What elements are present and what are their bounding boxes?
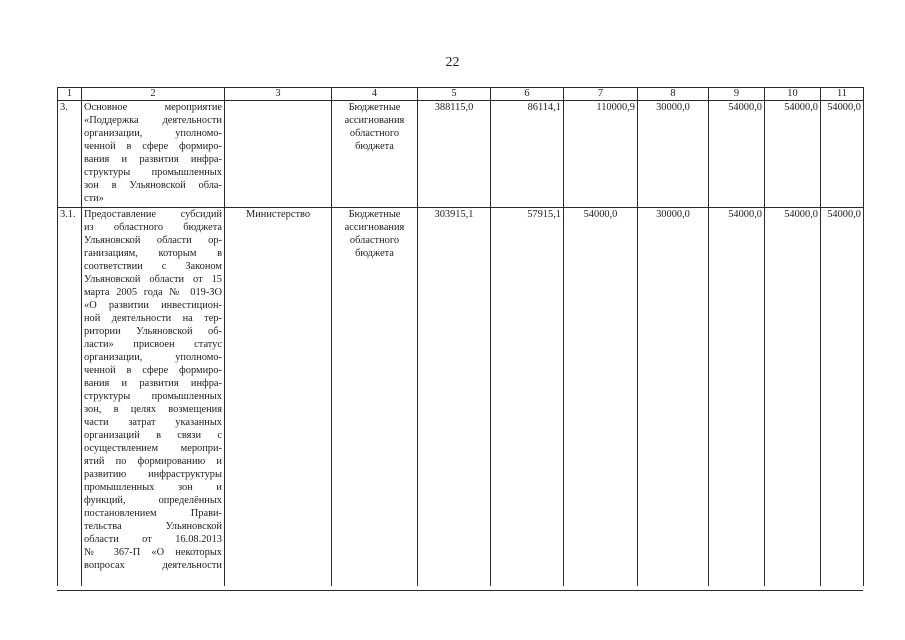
- description-line: «Поддержка деятельности: [84, 115, 222, 126]
- description-line: из областного бюджета: [84, 222, 222, 233]
- row-total: 388115,0: [418, 101, 491, 208]
- row-executor: [225, 101, 332, 208]
- description-line: структуры промышленных: [84, 167, 222, 178]
- table-row: [58, 208, 864, 587]
- row-year-3: 30000,0: [638, 208, 709, 587]
- row-year-2: 110000,9: [564, 101, 638, 208]
- row-year-6: 54000,0: [821, 208, 864, 587]
- row-executor: Министерство: [225, 208, 332, 587]
- column-number: 2: [82, 88, 225, 101]
- description-line: организации, уполномо-: [84, 128, 222, 139]
- description-line: Основное мероприятие: [84, 102, 222, 113]
- column-number: 8: [638, 88, 709, 101]
- description-line: осуществлением меропри-: [84, 443, 222, 454]
- description-line: ной деятельности на тер-: [84, 313, 222, 324]
- description-line: марта 2005 года № 019-ЗО: [84, 287, 222, 298]
- description-line: промышленных зон и: [84, 482, 222, 493]
- row-index: 3.1.: [58, 208, 82, 587]
- column-number: 1: [58, 88, 82, 101]
- column-number: 11: [821, 88, 864, 101]
- column-number-row: [58, 88, 864, 101]
- row-description: [82, 208, 225, 587]
- description-line: Ульяновской области от 15: [84, 274, 222, 285]
- description-line: ритории Ульяновской об-: [84, 326, 222, 337]
- row-description: [82, 101, 225, 208]
- description-line: организаций в связи с: [84, 430, 222, 441]
- row-index: 3.: [58, 101, 82, 208]
- description-line: части затрат указанных: [84, 417, 222, 428]
- row-year-1: 57915,1: [491, 208, 564, 587]
- description-line: организации, уполномо-: [84, 352, 222, 363]
- column-number: 4: [332, 88, 418, 101]
- budget-table: [57, 87, 864, 586]
- description-line: области от 16.08.2013: [84, 534, 222, 545]
- description-line: структуры промышленных: [84, 391, 222, 402]
- description-line: Ульяновской области ор-: [84, 235, 222, 246]
- description-line: ганизациям, которым в: [84, 248, 222, 259]
- description-line: зон в Ульяновской обла-: [84, 180, 222, 191]
- description-line: № 367-П «О некоторых: [84, 547, 222, 558]
- column-number: 9: [709, 88, 765, 101]
- description-line: постановлением Прави-: [84, 508, 222, 519]
- description-line: развитию инфраструктуры: [84, 469, 222, 480]
- column-number: 7: [564, 88, 638, 101]
- row-funding-source: Бюджетные ассигнования областного бюджета: [332, 208, 418, 587]
- column-number: 5: [418, 88, 491, 101]
- row-year-5: 54000,0: [765, 101, 821, 208]
- description-line: функций, определённых: [84, 495, 222, 506]
- description-line: вопросах деятельности: [84, 560, 222, 571]
- row-year-1: 86114,1: [491, 101, 564, 208]
- description-line: соответствии с Законом: [84, 261, 222, 272]
- description-line: тельства Ульяновской: [84, 521, 222, 532]
- row-year-5: 54000,0: [765, 208, 821, 587]
- column-number: 3: [225, 88, 332, 101]
- description-line: зон, в целях возмещения: [84, 404, 222, 415]
- row-year-2: 54000,0: [564, 208, 638, 587]
- description-line: вания и развития инфра-: [84, 378, 222, 389]
- description-line: вания и развития инфра-: [84, 154, 222, 165]
- row-total: 303915,1: [418, 208, 491, 587]
- table-bottom-edge: [57, 590, 863, 591]
- row-year-6: 54000,0: [821, 101, 864, 208]
- description-line: сти»: [84, 193, 104, 204]
- description-line: ятий по формированию и: [84, 456, 222, 467]
- row-year-4: 54000,0: [709, 208, 765, 587]
- description-line: «О развитии инвестицион-: [84, 300, 222, 311]
- table-row: [58, 101, 864, 208]
- description-line: Предоставление субсидий: [84, 209, 222, 220]
- description-line: ченной в сфере формиро-: [84, 141, 222, 152]
- description-line: ченной в сфере формиро-: [84, 365, 222, 376]
- column-number: 10: [765, 88, 821, 101]
- column-number: 6: [491, 88, 564, 101]
- page-number: 22: [445, 55, 460, 70]
- description-line: ласти» присвоен статус: [84, 339, 222, 350]
- row-funding-source: Бюджетные ассигнования областного бюджета: [332, 101, 418, 208]
- row-year-4: 54000,0: [709, 101, 765, 208]
- row-year-3: 30000,0: [638, 101, 709, 208]
